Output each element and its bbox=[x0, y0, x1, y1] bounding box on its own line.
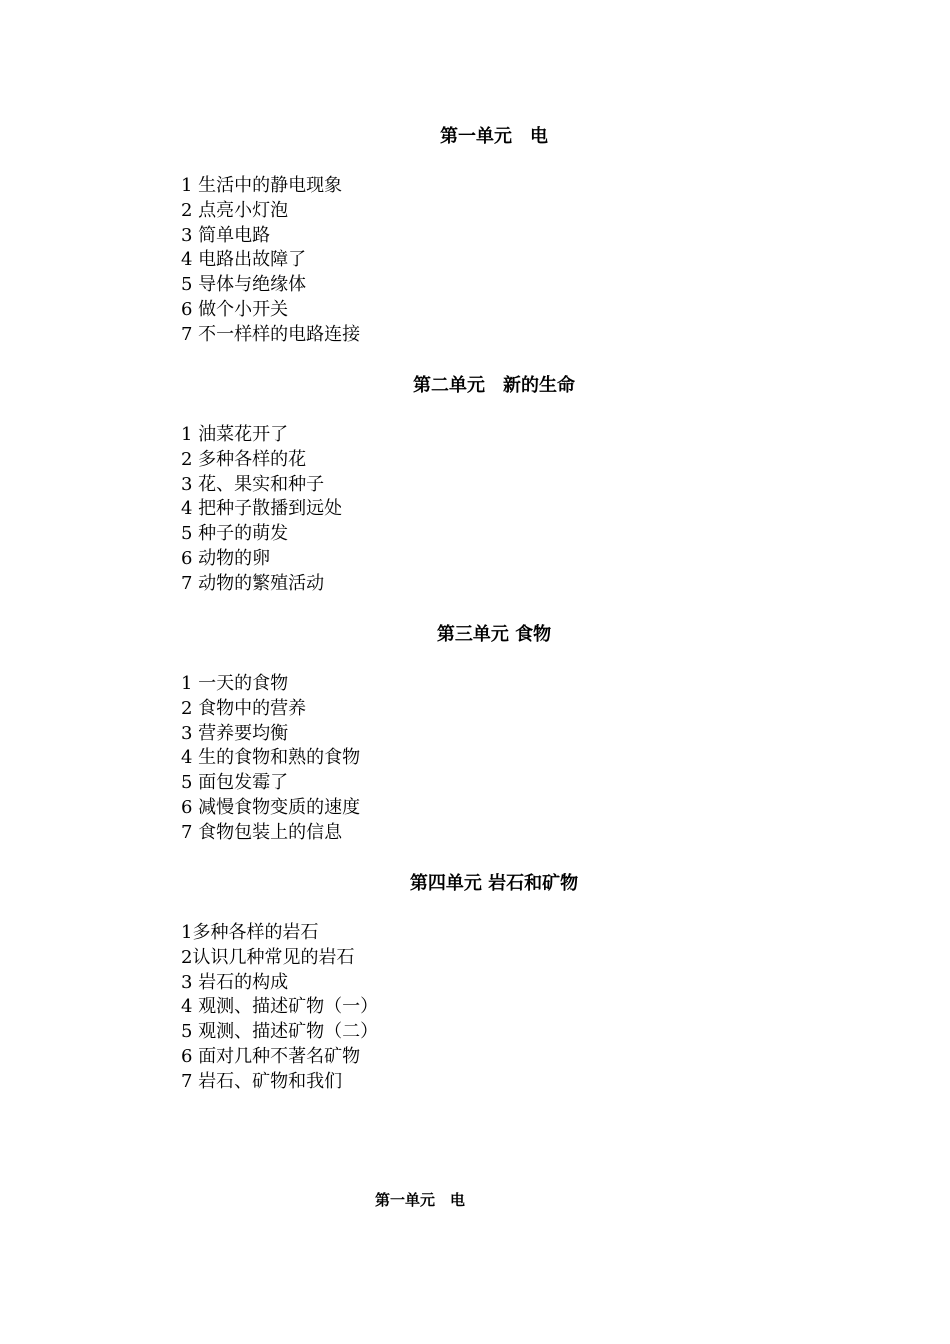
list-item: 7 不一样样的电路连接 bbox=[181, 323, 361, 345]
list-item: 5 面包发霉了 bbox=[181, 772, 289, 794]
list-item: 4 电路出故障了 bbox=[181, 249, 307, 271]
list-item: 1 油菜花开了 bbox=[181, 424, 289, 445]
list-item: 3 花、果实和种子 bbox=[181, 473, 325, 495]
list-item: 5 种子的萌发 bbox=[181, 523, 289, 545]
list-item: 6 做个小开关 bbox=[181, 298, 289, 320]
unit-1-lesson-list bbox=[181, 174, 360, 348]
list-item: 6 减慢食物变质的速度 bbox=[181, 796, 361, 818]
list-item: 5 导体与绝缘体 bbox=[181, 274, 307, 296]
list-item: 2 点亮小灯泡 bbox=[181, 199, 289, 221]
unit-4-title: 第四单元 岩石和矿物 bbox=[409, 873, 579, 894]
list-item: 2认识几种常见的岩石 bbox=[181, 946, 355, 968]
list-item: 6 面对几种不著名矿物 bbox=[181, 1045, 361, 1067]
list-item: 3 简单电路 bbox=[181, 224, 271, 246]
list-item: 1 生活中的静电现象 bbox=[181, 175, 343, 196]
list-item: 3 营养要均衡 bbox=[181, 722, 289, 744]
list-item: 7 食物包装上的信息 bbox=[181, 821, 343, 843]
list-item: 5 观测、描述矿物（二） bbox=[181, 1021, 379, 1043]
list-item: 4 观测、描述矿物（一） bbox=[181, 996, 379, 1018]
list-item: 2 多种各样的花 bbox=[181, 448, 307, 470]
list-item: 6 动物的卵 bbox=[181, 547, 271, 569]
unit-1-title: 第一单元 电 bbox=[440, 126, 548, 147]
list-item: 4 生的食物和熟的食物 bbox=[181, 747, 361, 769]
list-item: 7 岩石、矿物和我们 bbox=[181, 1070, 343, 1092]
list-item: 1 一天的食物 bbox=[181, 673, 289, 694]
next-section-title: 第一单元 电 bbox=[374, 1191, 465, 1209]
unit-3-title: 第三单元 食物 bbox=[436, 624, 552, 645]
list-item: 4 把种子散播到远处 bbox=[181, 498, 343, 520]
list-item: 1多种各样的岩石 bbox=[181, 922, 319, 943]
unit-4-lesson-list bbox=[181, 921, 378, 1095]
list-item: 3 岩石的构成 bbox=[181, 971, 289, 993]
list-item: 7 动物的繁殖活动 bbox=[181, 572, 325, 594]
list-item: 2 食物中的营养 bbox=[181, 697, 307, 719]
unit-2-title: 第二单元 新的生命 bbox=[413, 375, 575, 396]
unit-3-lesson-list bbox=[181, 672, 360, 846]
unit-2-lesson-list bbox=[181, 423, 342, 597]
